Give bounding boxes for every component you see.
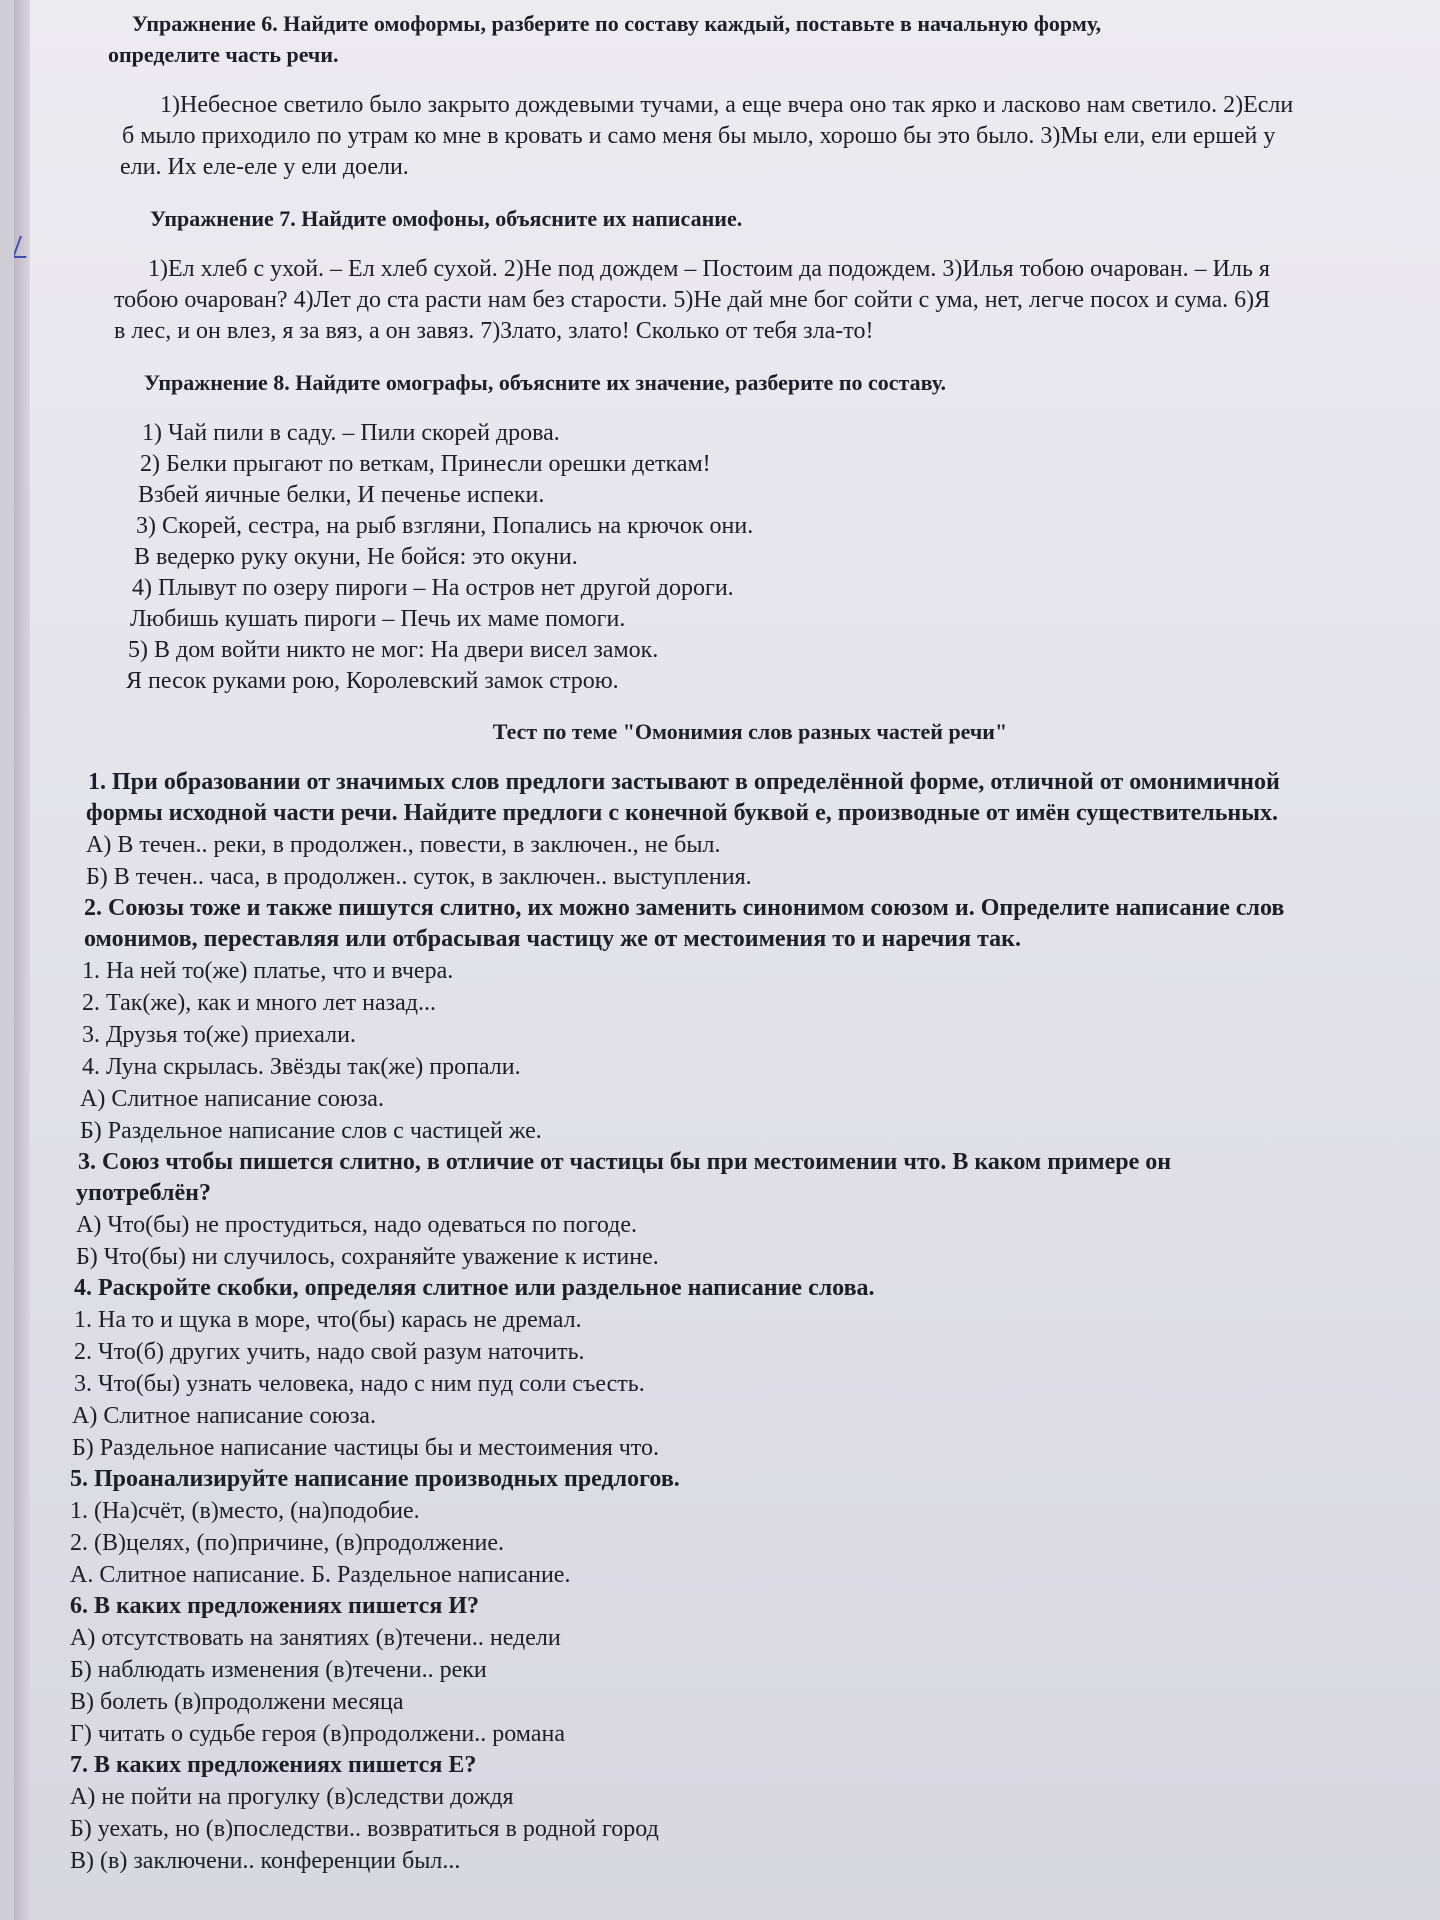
exercise-8-line: 5) В дом войти никто не мог: На двери висел замок. <box>128 637 659 663</box>
question-option: А. Слитное написание. Б. Раздельное написание. <box>70 1562 571 1588</box>
question-option: 1. На то и щука в море, что(бы) карась не дремал. <box>74 1307 582 1333</box>
question-option: Б) Раздельное написание частицы бы и местоимения что. <box>72 1435 659 1461</box>
exercise-8-line: Любишь кушать пироги – Печь их маме помоги. <box>130 606 626 632</box>
exercise-8-line: 4) Плывут по озеру пироги – На остров нет другой дороги. <box>132 575 734 601</box>
question-option: А) Что(бы) не простудиться, надо одеваться по погоде. <box>76 1212 637 1238</box>
question-option: 3. Друзья то(же) приехали. <box>82 1022 356 1048</box>
question-option: А) не пойти на прогулку (в)следстви дождя <box>70 1784 514 1810</box>
question-option: 2. (В)целях, (по)причине, (в)продолжение. <box>70 1530 505 1556</box>
question-option: Б) В течен.. часа, в продолжен.. суток, в заключен.. выступления. <box>86 864 752 890</box>
question-option: Г) читать о судьбе героя (в)продолжени.. романа <box>70 1721 565 1747</box>
question-title: 6. В каких предложениях пишется И? <box>70 1593 479 1619</box>
exercise-8-title: Упражнение 8. Найдите омографы, объясните их значение, разберите по составу. <box>144 370 947 395</box>
exercise-7-text-line: 1)Ел хлеб с ухой. – Ел хлеб сухой. 2)Не под дождем – Постоим да подождем. 3)Илья тобою очарован. – Иль я <box>148 256 1270 282</box>
question-option: 1. (На)счёт, (в)место, (на)подобие. <box>70 1498 420 1524</box>
exercise-7-text-line: в лес, и он влез, я за вяз, а он завяз. 7)Злато, злато! Сколько от тебя зла-то! <box>114 318 874 344</box>
paper-edge <box>14 0 30 1920</box>
question-title: 1. При образовании от значимых слов предлоги застывают в определённой форме, отличной от омонимичной <box>88 769 1280 795</box>
question-option: 4. Луна скрылась. Звёзды так(же) пропали. <box>82 1054 521 1080</box>
exercise-8-line: 2) Белки прыгают по веткам, Принесли орешки деткам! <box>140 451 711 477</box>
question-title: омонимов, переставляя или отбрасывая частицу же от местоимения то и наречия так. <box>84 926 1022 952</box>
question-option: В) болеть (в)продолжени месяца <box>70 1689 404 1715</box>
test-title: Тест по теме "Омонимия слов разных частей речи" <box>492 719 1008 744</box>
question-option: А) Слитное написание союза. <box>80 1086 384 1112</box>
exercise-7-title: Упражнение 7. Найдите омофоны, объясните их написание. <box>150 206 743 231</box>
question-2 <box>70 893 1430 1147</box>
question-title: формы исходной части речи. Найдите предлоги с конечной буквой е, производные от имён существительных. <box>86 800 1278 826</box>
question-option: А) отсутствовать на занятиях (в)течени.. недели <box>70 1625 561 1651</box>
question-6 <box>70 1591 1430 1750</box>
question-7 <box>70 1750 1430 1877</box>
exercise-8-line: Я песок руками рою, Королевский замок строю. <box>126 668 619 694</box>
question-option: 3. Что(бы) узнать человека, надо с ним пуд соли съесть. <box>74 1371 645 1397</box>
question-option: Б) уехать, но (в)последстви.. возвратиться в родной город <box>70 1816 659 1842</box>
paper-page <box>14 0 1440 1920</box>
exercise-6 <box>70 8 1430 183</box>
exercise-7 <box>70 203 1430 347</box>
question-title: 2. Союзы тоже и также пишутся слитно, их можно заменить синонимом союзом и. Определите написание слов <box>84 895 1285 921</box>
document-body <box>70 8 1430 1877</box>
question-4 <box>70 1273 1430 1464</box>
question-1 <box>70 767 1430 893</box>
exercise-8-line: 3) Скорей, сестра, на рыб взгляни, Попались на крючок они. <box>136 513 754 539</box>
question-option: А) Слитное написание союза. <box>72 1403 376 1429</box>
exercise-8-line: 1) Чай пили в саду. – Пили скорей дрова. <box>142 420 560 446</box>
exercise-6-text-line: б мыло приходило по утрам ко мне в кровать и само меня бы мыло, хорошо бы это было. 3)Мы ели, ели ершей у <box>122 123 1276 149</box>
question-title: 3. Союз чтобы пишется слитно, в отличие от частицы бы при местоимении что. В каком примере он <box>78 1149 1172 1175</box>
question-option: 1. На ней то(же) платье, что и вчера. <box>82 958 454 984</box>
exercise-8-line: В ведерко руку окуни, Не бойся: это окуни. <box>134 544 578 570</box>
test-questions <box>70 767 1430 1877</box>
question-option: А) В течен.. реки, в продолжен., повести, в заключен., не был. <box>86 832 721 858</box>
exercise-6-title: определите часть речи. <box>108 42 339 67</box>
exercise-8-line: Взбей яичные белки, И печенье испеки. <box>138 482 545 508</box>
exercise-6-text-line: 1)Небесное светило было закрыто дождевыми тучами, а еще вчера оно так ярко и ласково нам светило. 2)Если <box>160 92 1294 118</box>
question-option: В) (в) заключени.. конференции был... <box>70 1848 461 1874</box>
question-option: Б) Раздельное написание слов с частицей же. <box>80 1118 542 1144</box>
exercise-6-text-line: ели. Их еле-еле у ели доели. <box>120 154 409 180</box>
question-title: 4. Раскройте скобки, определяя слитное или раздельное написание слова. <box>74 1275 875 1301</box>
question-title: употреблён? <box>76 1180 211 1206</box>
question-5 <box>70 1464 1430 1591</box>
exercise-8 <box>70 367 1430 697</box>
question-option: Б) Что(бы) ни случилось, сохраняйте уважение к истине. <box>76 1244 659 1270</box>
question-option: 2. Что(б) других учить, надо свой разум наточить. <box>74 1339 585 1365</box>
question-title: 5. Проанализируйте написание производных предлогов. <box>70 1466 680 1492</box>
question-option: Б) наблюдать изменения (в)течени.. реки <box>70 1657 487 1683</box>
question-option: 2. Так(же), как и много лет назад... <box>82 990 436 1016</box>
exercise-7-text-line: тобою очарован? 4)Лет до ста расти нам без старости. 5)Не дай мне бог сойти с ума, нет, легче посох и сума. 6)Я <box>114 287 1271 313</box>
question-title: 7. В каких предложениях пишется Е? <box>70 1752 477 1778</box>
question-3 <box>70 1147 1430 1273</box>
pen-mark <box>14 236 34 258</box>
exercise-6-title: Упражнение 6. Найдите омоформы, разберите по составу каждый, поставьте в начальную форму, <box>132 11 1102 36</box>
